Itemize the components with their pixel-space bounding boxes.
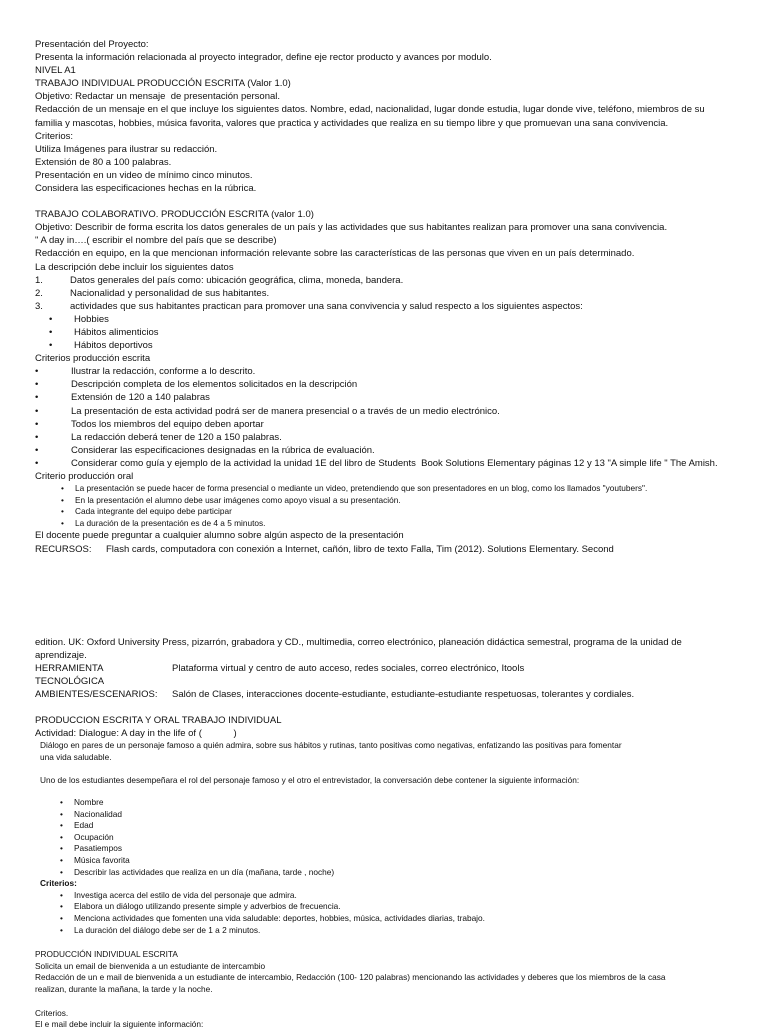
text-line: Criterios: bbox=[35, 130, 74, 142]
item-text: Considerar las especificaciones designadas en la rúbrica de evaluación. bbox=[71, 444, 375, 456]
text-line: Presenta la información relacionada al proyecto integrador, define eje rector producto y avances por modulo. bbox=[35, 52, 492, 64]
bullet-icon: • bbox=[60, 797, 63, 808]
recursos-text: Flash cards, computadora con conexión a Internet, cañón, libro de texto Falla, Tim (2012). Solutions Elementary. Second bbox=[106, 543, 614, 555]
list-item bbox=[35, 495, 735, 507]
list-item bbox=[35, 518, 735, 530]
list-item bbox=[35, 797, 735, 809]
ambientes-text: Salón de Clases, interacciones docente-estudiante, estudiante-estudiante respetuosas, tolerantes y cordiales. bbox=[172, 689, 635, 701]
item-text: La duración de la presentación es de 4 a 5 minutos. bbox=[75, 517, 266, 528]
email-section bbox=[35, 949, 735, 1031]
list-item bbox=[35, 925, 735, 937]
bullet-icon: • bbox=[35, 392, 39, 404]
list-item bbox=[35, 431, 735, 444]
text-line: Presentación del Proyecto: bbox=[35, 39, 149, 50]
bullet-icon: • bbox=[61, 494, 64, 505]
herramienta-text: Plataforma virtual y centro de auto acceso, redes sociales, correo electrónico, Itools bbox=[172, 662, 525, 674]
numbered-item bbox=[35, 287, 735, 300]
numbered-item bbox=[35, 300, 735, 313]
section-heading: TRABAJO INDIVIDUAL PRODUCCIÓN ESCRITA (Valor 1.0) bbox=[35, 78, 291, 90]
item-text: actividades que sus habitantes practican para promover una sana convivencia y salud respecto a los siguientes aspectos: bbox=[70, 300, 583, 312]
section-heading: TRABAJO COLABORATIVO. PRODUCCIÓN ESCRITA (valor 1.0) bbox=[35, 209, 314, 221]
list-item bbox=[35, 339, 735, 352]
bullet-icon: • bbox=[61, 506, 64, 517]
text-line: Utiliza Imágenes para ilustrar su redacción. bbox=[35, 143, 218, 155]
bullet-icon: • bbox=[60, 924, 63, 935]
herramienta-row bbox=[35, 662, 735, 688]
document-page bbox=[35, 38, 735, 1031]
project-presentation-section bbox=[35, 38, 735, 195]
subheading: Criterio producción oral bbox=[35, 471, 134, 482]
text-line: Objetivo: Redactar un mensaje de presentación personal. bbox=[35, 91, 281, 103]
text-line: familia y mascotas, hobbies, música favorita, valores que practica y actividades que realiza en su tiempo libre y que promuevan una sana convivencia. bbox=[35, 117, 669, 129]
item-text: Nacionalidad bbox=[74, 808, 122, 819]
bullet-icon: • bbox=[61, 517, 64, 528]
bullet-icon: • bbox=[60, 843, 63, 854]
criterios-label: Criterios: bbox=[40, 878, 77, 889]
text-line: Redacción en equipo, en la que mencionan información relevante sobre las características de las personas que viven en un país determinado. bbox=[35, 248, 635, 260]
section-heading: PRODUCCION ESCRITA Y ORAL TRABAJO INDIVIDUAL bbox=[35, 715, 282, 727]
numbered-item bbox=[35, 274, 735, 287]
item-text: Menciona actividades que fomenten una vida saludable: deportes, hobbies, música, actividades diarias, trabajo. bbox=[74, 913, 485, 924]
item-text: Nombre bbox=[74, 797, 104, 808]
list-item bbox=[35, 365, 735, 378]
text-line: Presentación en un video de mínimo cinco minutos. bbox=[35, 169, 253, 181]
item-text: Ocupación bbox=[74, 831, 114, 842]
text-line: Objetivo: Describir de forma escrita los datos generales de un país y las actividades que sus habitantes realizan para promover una sana convivencia. bbox=[35, 222, 668, 234]
spacer bbox=[35, 764, 735, 775]
item-text: Hábitos alimenticios bbox=[74, 326, 159, 338]
text-line: Criterios. bbox=[35, 1007, 69, 1018]
bullet-icon: • bbox=[60, 808, 63, 819]
text-line: una vida saludable. bbox=[40, 751, 112, 762]
item-text: Ilustrar la redacción, conforme a lo descrito. bbox=[71, 366, 256, 378]
spacer bbox=[35, 701, 735, 714]
list-item bbox=[35, 457, 735, 470]
list-item bbox=[35, 313, 735, 326]
bullet-icon: • bbox=[35, 431, 39, 443]
text-line: La descripción debe incluir los siguientes datos bbox=[35, 261, 234, 273]
herramienta-label: HERRAMIENTA TECNOLÓGICA bbox=[35, 662, 106, 687]
list-item bbox=[35, 378, 735, 391]
text-line: Redacción de un e mail de bienvenida a un estudiante de intercambio, Redacción (100- 120 palabras) mencionando las actividades y deberes que los miembros de la casa bbox=[35, 972, 666, 983]
bullet-icon: • bbox=[35, 405, 39, 417]
text-line: Extensión de 80 a 100 palabras. bbox=[35, 156, 172, 168]
recursos-row bbox=[35, 543, 735, 556]
item-number: 2. bbox=[35, 287, 43, 299]
item-text: Extensión de 120 a 140 palabras bbox=[71, 392, 210, 404]
bullet-icon: • bbox=[35, 457, 39, 469]
item-text: Investiga acerca del estilo de vida del personaje que admira. bbox=[74, 889, 297, 900]
list-item bbox=[35, 483, 735, 495]
list-item bbox=[35, 506, 735, 518]
spacer bbox=[35, 936, 735, 949]
spacer bbox=[35, 195, 735, 208]
item-text: Edad bbox=[74, 820, 94, 831]
list-item bbox=[35, 843, 735, 855]
text-line: Considera las especificaciones hechas en la rúbrica. bbox=[35, 183, 257, 195]
item-text: Nacionalidad y personalidad de sus habitantes. bbox=[70, 287, 270, 299]
text-line: Solicita un email de bienvenida a un estudiante de intercambio bbox=[35, 960, 266, 971]
item-text: La redacción deberá tener de 120 a 150 palabras. bbox=[71, 431, 282, 443]
item-text: Todos los miembros del equipo deben aportar bbox=[71, 418, 264, 430]
item-text: Elabora un diálogo utilizando presente simple y adverbios de frecuencia. bbox=[74, 901, 341, 912]
bullet-icon: • bbox=[35, 366, 39, 378]
list-item bbox=[35, 391, 735, 404]
list-item bbox=[35, 890, 735, 902]
ambientes-row bbox=[35, 688, 735, 701]
bullet-icon: • bbox=[60, 831, 63, 842]
item-text: La duración del diálogo debe ser de 1 a 2 minutos. bbox=[74, 924, 261, 935]
text-line: Diálogo en pares de un personaje famoso a quién admira, sobre sus hábitos y rutinas, tanto positivas como negativas, enfatizando las positivas para fomentar bbox=[40, 740, 622, 751]
list-item bbox=[35, 326, 735, 339]
activity-line: Actividad: Dialogue: A day in the life of ( ) bbox=[35, 728, 237, 740]
bullet-icon: • bbox=[49, 313, 53, 325]
list-item bbox=[35, 418, 735, 431]
item-number: 1. bbox=[35, 274, 43, 286]
bullet-icon: • bbox=[60, 913, 63, 924]
bullet-icon: • bbox=[60, 901, 63, 912]
level-heading: NIVEL A1 bbox=[35, 65, 76, 77]
bullet-icon: • bbox=[49, 340, 53, 352]
bullet-icon: • bbox=[49, 326, 53, 338]
item-text: Hobbies bbox=[74, 313, 109, 325]
bullet-icon: • bbox=[60, 855, 63, 866]
collaborative-work-section bbox=[35, 208, 735, 556]
item-text: La presentación se puede hacer de forma presencial o mediante un video, pretendiendo que son presentadores en un blog, como los llamados "youtubers". bbox=[75, 483, 648, 494]
item-text: Considerar como guía y ejemplo de la actividad la unidad 1E del libro de Students Book Solutions Elementary páginas 12 y 13 "A simple life " The Amish. bbox=[71, 457, 718, 469]
spacer bbox=[35, 786, 735, 797]
recursos-label: RECURSOS: bbox=[35, 543, 92, 555]
text-line: realizan, durante la mañana, la tarde y la noche. bbox=[35, 984, 213, 994]
item-text: Pasatiempos bbox=[74, 843, 122, 854]
text-line: Uno de los estudiantes desempeñara el rol del personaje famoso y el otro el entrevistador, la conversación debe contener la siguiente información: bbox=[40, 774, 580, 785]
list-item bbox=[35, 855, 735, 867]
item-text: Descripción completa de los elementos solicitados en la descripción bbox=[71, 379, 358, 391]
item-number: 3. bbox=[35, 300, 43, 312]
spacer bbox=[35, 996, 735, 1008]
item-text: Hábitos deportivos bbox=[74, 340, 153, 352]
bullet-icon: • bbox=[60, 866, 63, 877]
text-line: El e mail debe incluir la siguiente información: bbox=[35, 1019, 204, 1030]
bullet-icon: • bbox=[35, 379, 39, 391]
text-line: edition. UK: Oxford University Press, pizarrón, grabadora y CD., multimedia, correo electrónico, planeación didáctica semestral, programa de la unidad de bbox=[35, 636, 682, 648]
bullet-icon: • bbox=[60, 820, 63, 831]
subheading: Criterios producción escrita bbox=[35, 353, 151, 365]
text-line: El docente puede preguntar a cualquier alumno sobre algún aspecto de la presentación bbox=[35, 530, 404, 542]
list-item bbox=[35, 820, 735, 832]
bullet-icon: • bbox=[61, 483, 64, 494]
ambientes-label: AMBIENTES/ESCENARIOS: bbox=[35, 689, 158, 701]
list-item bbox=[35, 913, 735, 925]
item-text: Música favorita bbox=[74, 855, 130, 866]
dialogue-section bbox=[35, 714, 735, 936]
item-text: En la presentación el alumno debe usar imágenes como apoyo visual a su presentación. bbox=[75, 494, 401, 505]
text-line: Redacción de un mensaje en el que incluye los siguientes datos. Nombre, edad, nacionalidad, lugar donde estudia, lugar donde vive, teléfono, miembros de su bbox=[35, 104, 705, 116]
text-line: " A day in….( escribir el nombre del país que se describe) bbox=[35, 235, 277, 247]
bullet-icon: • bbox=[35, 418, 39, 430]
bullet-icon: • bbox=[35, 444, 39, 456]
text-line: aprendizaje. bbox=[35, 649, 87, 661]
section-heading: PRODUCCIÓN INDIVIDUAL ESCRITA bbox=[35, 949, 178, 960]
list-item bbox=[35, 867, 735, 879]
list-item bbox=[35, 405, 735, 418]
list-item bbox=[35, 901, 735, 913]
list-item bbox=[35, 832, 735, 844]
list-item bbox=[35, 444, 735, 457]
bullet-icon: • bbox=[60, 889, 63, 900]
item-text: Describir las actividades que realiza en un día (mañana, tarde , noche) bbox=[74, 866, 335, 877]
item-text: Cada integrante del equipo debe participar bbox=[75, 506, 232, 517]
page-break-gap bbox=[35, 556, 735, 636]
item-text: La presentación de esta actividad podrá ser de manera presencial o a través de un medio electrónico. bbox=[71, 405, 500, 417]
list-item bbox=[35, 809, 735, 821]
resources-continuation bbox=[35, 636, 735, 701]
item-text: Datos generales del país como: ubicación geográfica, clima, moneda, bandera. bbox=[70, 274, 404, 286]
